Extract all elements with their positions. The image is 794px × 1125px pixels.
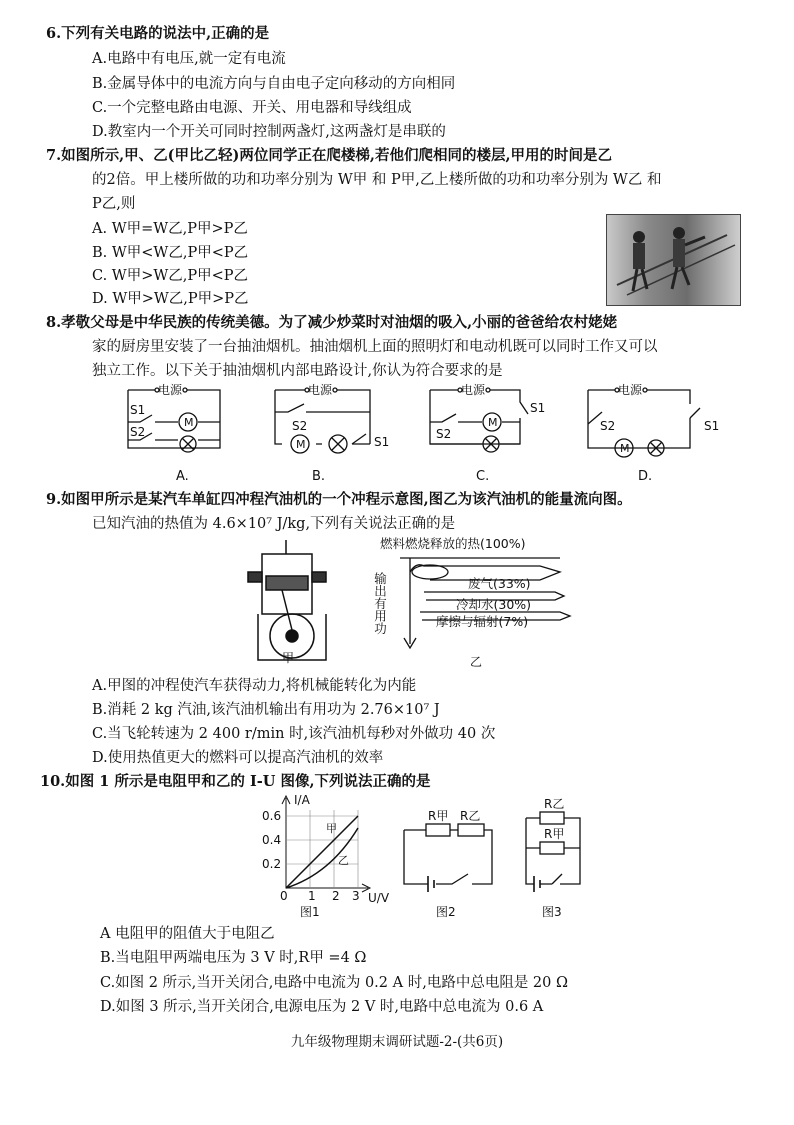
circuit-d-s2: S2 — [600, 419, 616, 433]
q7-stem-line2: 的2倍。甲上楼所做的功和功率分别为 W甲 和 P甲,乙上楼所做的功和功率分别为 W乙 和 — [92, 172, 662, 188]
circuit-b-label: B. — [312, 469, 326, 484]
q9-stem-line1: 9.如图甲所示是某汽车单缸四冲程汽油机的一个冲程示意图,图乙为该汽油机的能量流向图。 — [46, 491, 632, 508]
circuit-c-s1: S1 — [530, 401, 546, 415]
ytick-04: 0.4 — [262, 833, 282, 847]
engine-cylinder-diagram — [248, 540, 326, 660]
circuit-a-s1: S1 — [130, 403, 146, 417]
circuit-d-power-label: 电源 — [618, 383, 643, 397]
q10-stem: 10.如图 1 所示是电阻甲和乙的 I-U 图像,下列说法正确的是 — [40, 773, 431, 790]
curve-jia-label: 甲 — [326, 822, 337, 835]
xtick-3: 3 — [352, 889, 360, 903]
circuit-a-power-label: 电源 — [158, 383, 183, 397]
q7-stem-line1: 7.如图所示,甲、乙(甲比乙轻)两位同学正在爬楼梯,若他们爬相同的楼层,甲用的时间是乙 — [46, 147, 612, 164]
ytick-02: 0.2 — [262, 857, 282, 871]
q10-option-b: B.当电阻甲两端电压为 3 V 时,R甲 =4 Ω — [100, 950, 367, 966]
q9-stem-line2: 已知汽油的热值为 4.6×10⁷ J/kg,下列有关说法正确的是 — [92, 516, 456, 532]
q7-option-a: A. W甲=W乙,P甲>P乙 — [92, 221, 248, 237]
fig2-series-circuit — [404, 824, 492, 892]
fig3-caption: 图3 — [542, 905, 562, 919]
xtick-1: 1 — [308, 889, 316, 903]
circuit-b-power-label: 电源 — [308, 383, 333, 397]
graph-xlabel: U/V — [368, 891, 390, 905]
fig2-caption: 图2 — [436, 905, 456, 919]
q6-stem: 6.下列有关电路的说法中,正确的是 — [46, 25, 270, 42]
q8-stem-line2: 家的厨房里安装了一台抽油烟机。抽油烟机上面的照明灯和电动机既可以同时工作又可以 — [92, 339, 658, 355]
q8-stem-line3: 独立工作。以下关于抽油烟机内部电路设计,你认为符合要求的是 — [92, 363, 503, 379]
circuit-c-motor: M — [488, 416, 498, 429]
q9-option-c: C.当飞轮转速为 2 400 r/min 时,该汽油机每秒对外做功 40 次 — [92, 726, 496, 742]
fig2-r-jia: R甲 — [428, 809, 449, 823]
circuit-b-s2: S2 — [292, 419, 308, 433]
flow-item-friction: 摩擦与辐射(7%) — [436, 614, 529, 629]
q10-option-c: C.如图 2 所示,当开关闭合,电路中电流为 0.2 A 时,电路中总电阻是 20 Ω — [100, 975, 569, 991]
fig-yi-label: 乙 — [470, 655, 483, 669]
q9-option-a: A.甲图的冲程使汽车获得动力,将机械能转化为内能 — [92, 678, 417, 694]
iu-graph — [282, 796, 370, 892]
circuit-c-power-label: 电源 — [461, 383, 486, 397]
fig3-r-jia: R甲 — [544, 827, 565, 841]
q10-option-a: A 电阻甲的阻值大于电阻乙 — [100, 926, 275, 942]
flow-item-exhaust: 废气(33%) — [468, 576, 531, 591]
flow-side-label: 输出有用功 — [372, 572, 388, 635]
circuit-b-s1: S1 — [374, 435, 390, 449]
flow-item-cooling: 冷却水(30%) — [456, 597, 532, 612]
circuit-d-motor: M — [620, 442, 630, 455]
circuit-a-s2: S2 — [130, 425, 146, 439]
circuit-c-label: C. — [476, 469, 490, 484]
fig3-r-yi: R乙 — [544, 797, 565, 811]
circuit-a-label: A. — [176, 469, 189, 484]
fig1-caption: 图1 — [300, 905, 320, 919]
fig2-r-yi: R乙 — [460, 809, 481, 823]
q6-option-d: D.教室内一个开关可同时控制两盏灯,这两盏灯是串联的 — [92, 124, 446, 140]
q8-stem-line1: 8.孝敬父母是中华民族的传统美德。为了减少炒菜时对油烟的吸入,小丽的爸爸给农村姥姥 — [46, 314, 618, 331]
circuit-d-s1: S1 — [704, 419, 720, 433]
q8-circuit-diagrams — [0, 378, 794, 488]
curve-yi-label: 乙 — [338, 854, 349, 867]
q9-option-d: D.使用热值更大的燃料可以提高汽油机的效率 — [92, 750, 384, 766]
stair-climbing-photo — [606, 214, 741, 306]
q9-option-b: B.消耗 2 kg 汽油,该汽油机输出有用功为 2.76×10⁷ J — [92, 702, 440, 718]
xtick-2: 2 — [332, 889, 340, 903]
fig3-parallel-circuit — [526, 812, 580, 892]
fig-jia-label: 甲 — [282, 651, 295, 665]
graph-ylabel: I/A — [294, 793, 310, 807]
page-footer: 九年级物理期末调研试题-2-(共6页) — [290, 1034, 504, 1050]
q6-option-a: A.电路中有电压,就一定有电流 — [92, 51, 286, 67]
q6-option-b: B.金属导体中的电流方向与自由电子定向移动的方向相同 — [92, 76, 456, 92]
flow-title: 燃料燃烧释放的热(100%) — [380, 536, 526, 551]
q9-figures — [0, 532, 794, 672]
circuit-b-motor: M — [296, 438, 306, 451]
ytick-06: 0.6 — [262, 809, 282, 823]
xtick-0: 0 — [280, 889, 288, 903]
circuit-a-motor: M — [184, 416, 194, 429]
q7-option-c: C. W甲>W乙,P甲<P乙 — [92, 268, 249, 284]
q6-option-c: C.一个完整电路由电源、开关、用电器和导线组成 — [92, 100, 412, 116]
circuit-c-s2: S2 — [436, 427, 452, 441]
q10-figures — [0, 790, 794, 920]
circuit-d-label: D. — [638, 469, 653, 484]
q10-option-d: D.如图 3 所示,当开关闭合,电源电压为 2 V 时,电路中总电流为 0.6 A — [100, 999, 544, 1015]
q7-option-b: B. W甲<W乙,P甲<P乙 — [92, 245, 249, 261]
q7-option-d: D. W甲>W乙,P甲>P乙 — [92, 291, 249, 307]
q7-stem-line3: P乙,则 — [92, 196, 136, 212]
